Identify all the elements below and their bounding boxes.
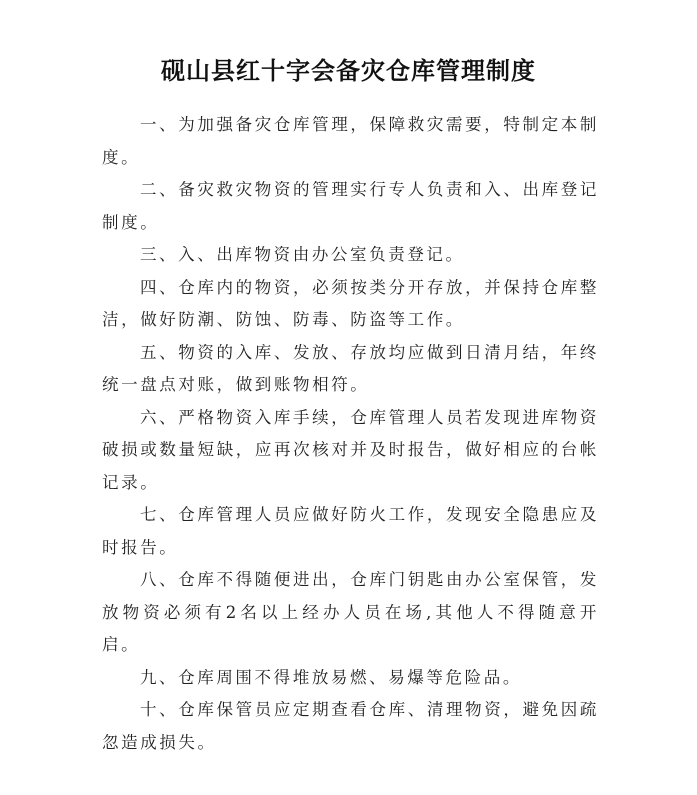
rule-item-3: 三、入、出库物资由办公室负责登记。	[139, 245, 465, 264]
rule-item-4: 四、仓库内的物资，必须按类分开存放，并保持仓库整洁，做好防潮、防蚀、防毒、防盗等工作。	[102, 277, 599, 329]
rule-item-8: 八、仓库不得随便进出，仓库门钥匙由办公室保管，发放物资必须有2名以上经办人员在场,其他人不得随意开启。	[102, 570, 599, 654]
document-title: 砚山县红十字会备灾仓库管理制度	[161, 56, 536, 85]
rule-item-1: 一、为加强备灾仓库管理，保障救灾需要，特制定本制度。	[102, 115, 599, 167]
rule-item-9: 九、仓库周围不得堆放易燃、易爆等危险品。	[139, 667, 522, 687]
rule-item-7: 七、仓库管理人员应做好防火工作，发现安全隐患应及时报告。	[102, 505, 599, 557]
rule-item-2: 二、备灾救灾物资的管理实行专人负责和入、出库登记制度。	[102, 180, 599, 232]
rule-item-10: 十、仓库保管员应定期查看仓库、清理物资，避免因疏忽造成损失。	[102, 700, 599, 752]
rule-item-6: 六、严格物资入库手续，仓库管理人员若发现进库物资破损或数量短缺，应再次核对并及时报告，做好相应的台帐记录。	[102, 407, 599, 492]
rules-list	[102, 109, 599, 759]
rule-item-5: 五、物资的入库、发放、存放均应做到日清月结，年终统一盘点对账，做到账物相符。	[102, 342, 599, 394]
